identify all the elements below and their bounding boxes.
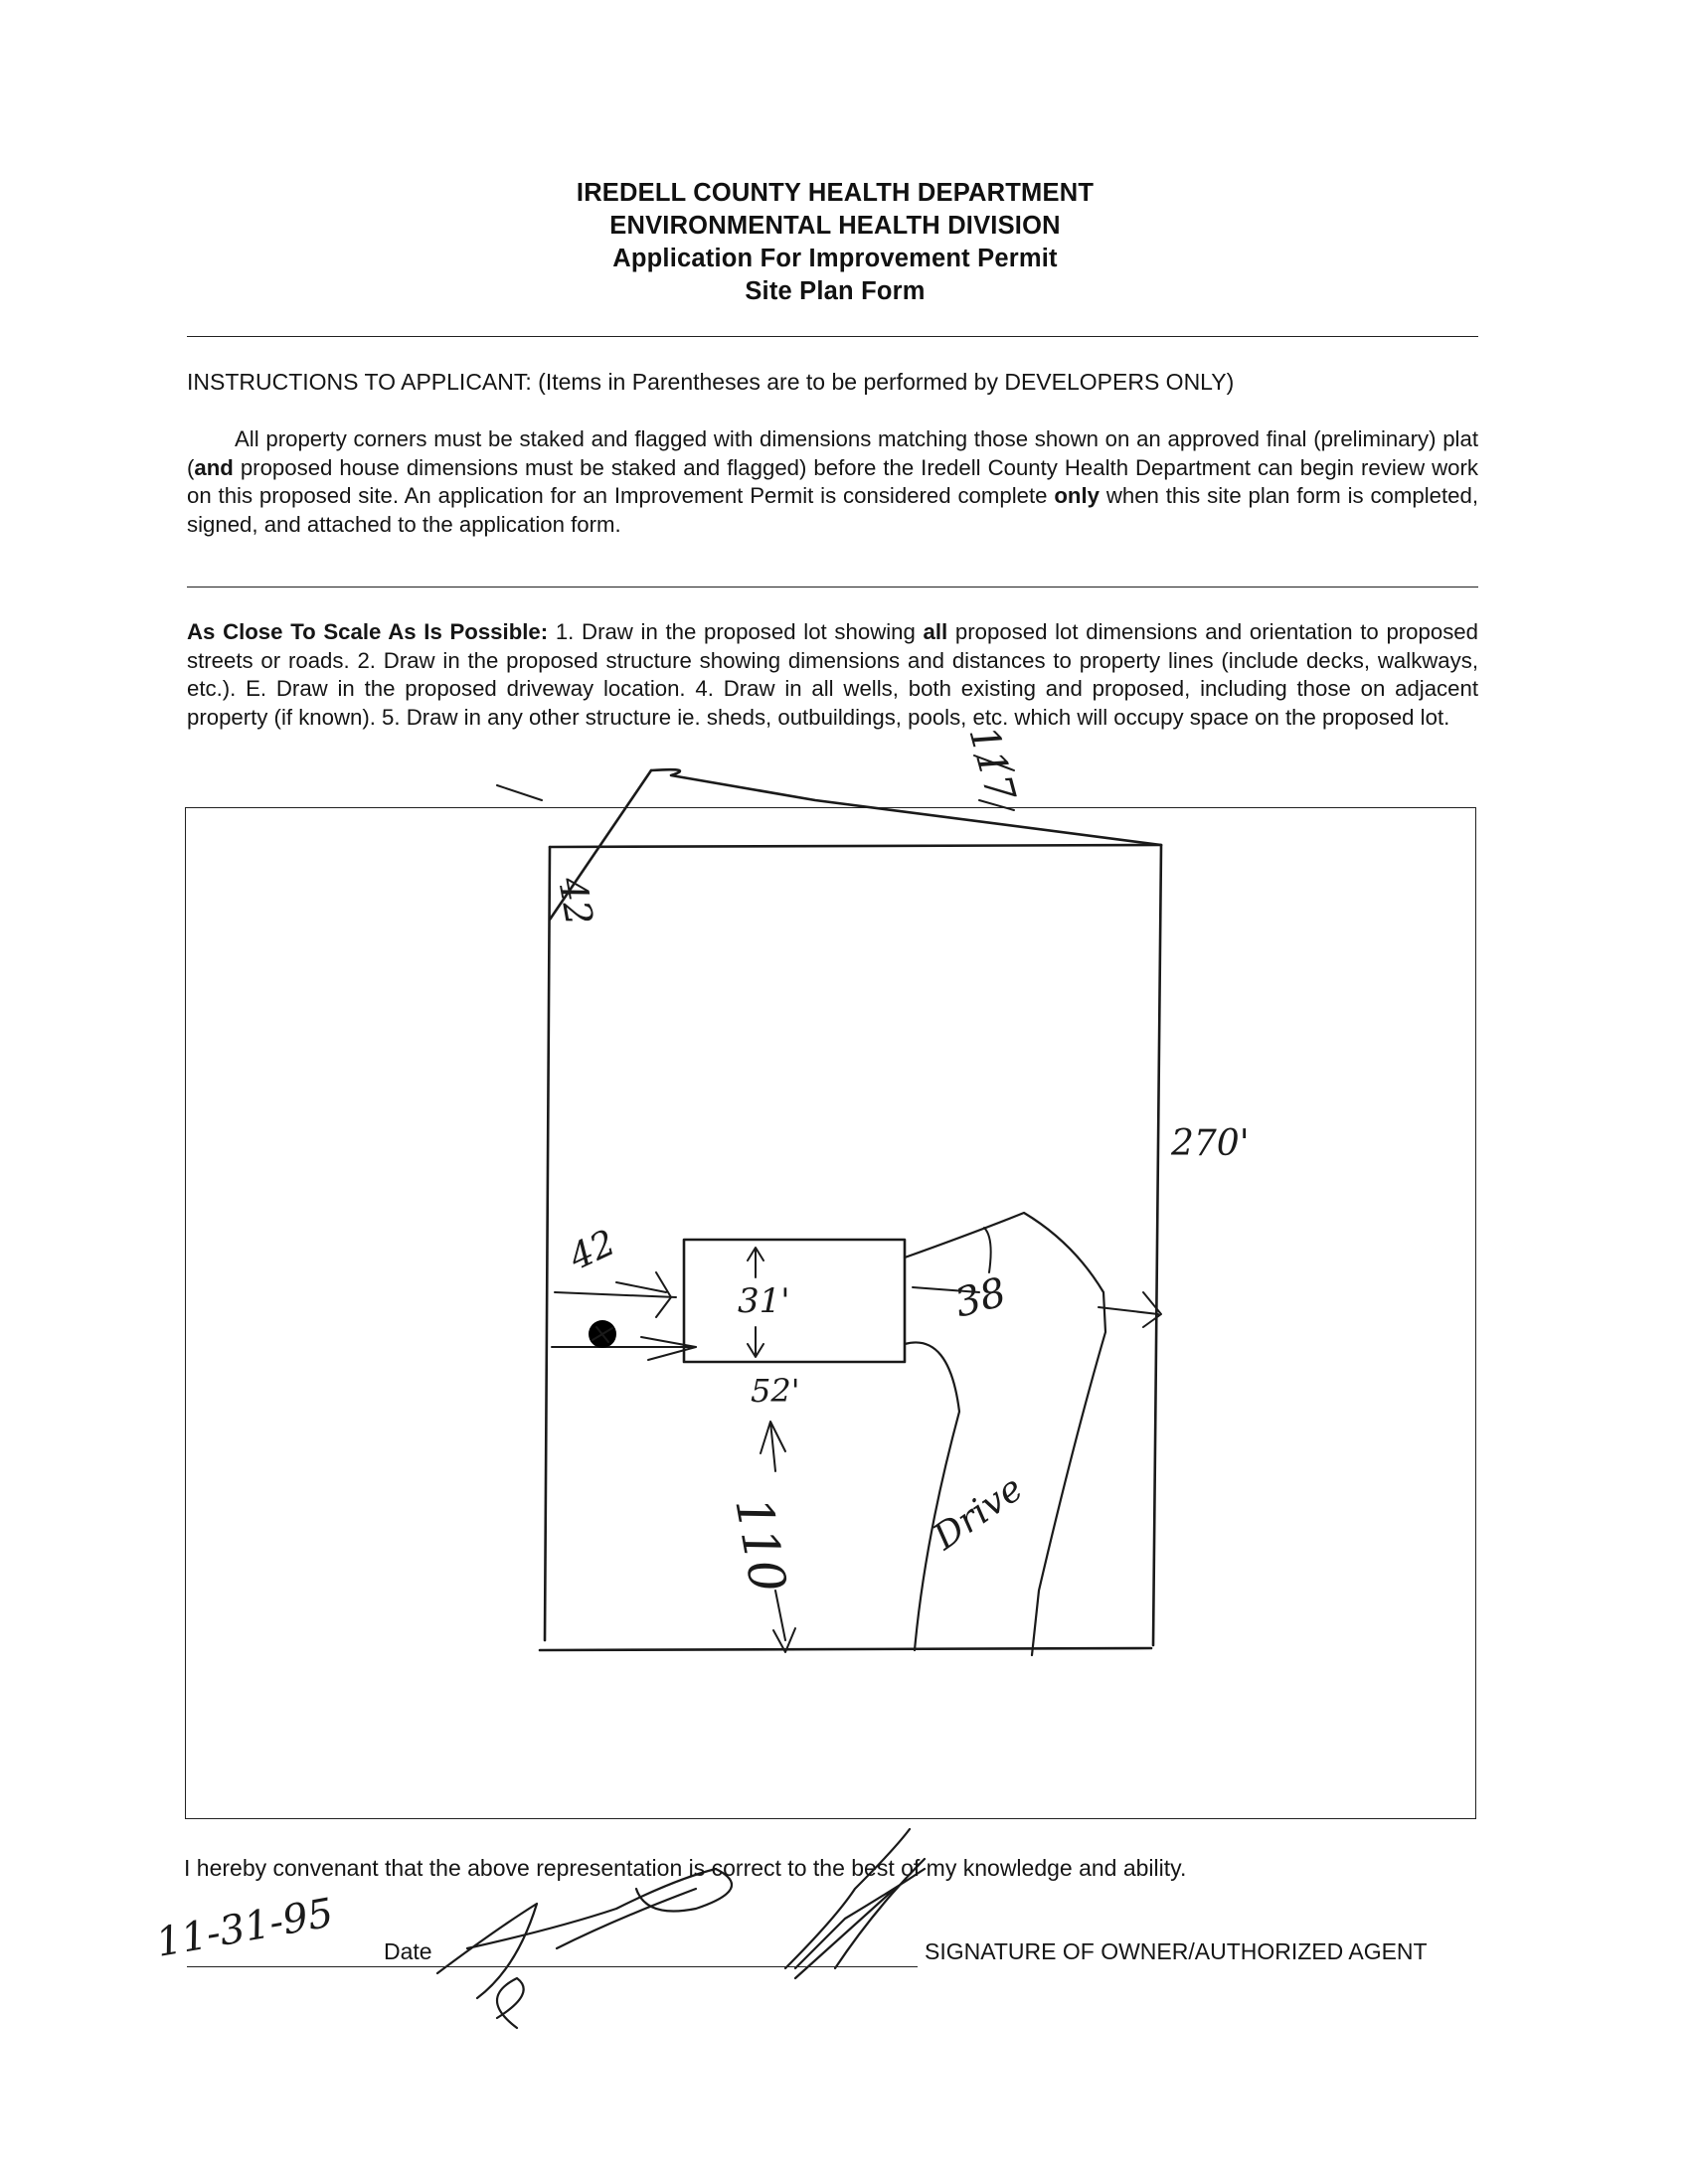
scale-text-2: proposed lot dimensions and orientation to proposed streets or roads. 2. Draw in the proposed structure showing dimensions and distances to property lines (include decks, walkways, etc.). E. Draw in the proposed driveway location. 4. Draw in all wells, both existing and proposed, including those on adjacent property (if known). 5. Draw in any other structure ie. sheds, outbuildings, pools, etc. which will occupy space on the proposed lot. <box>187 619 1478 730</box>
signature-label: SIGNATURE OF OWNER/AUTHORIZED AGENT <box>925 1938 1428 1964</box>
instructions-text-3: when this site plan form is completed, signed, and attached to the application form. <box>187 483 1478 537</box>
instructions-text-1: All property corners must be staked and flagged with dimensions matching those shown on an approved final (preliminary) plat ( <box>187 426 1478 480</box>
date-label: Date <box>384 1938 432 1964</box>
dim-front-setback-label: 110 <box>724 1493 797 1597</box>
scale-text-1: 1. Draw in the proposed lot showing <box>548 619 924 644</box>
instructions-bold-only: only <box>1054 483 1100 509</box>
dim-right-side-label: 270' <box>1171 1123 1250 1164</box>
form-subtitle: Application For Improvement Permit <box>612 245 1058 272</box>
dim-right-setback-label: 38 <box>949 1269 1011 1327</box>
instructions-text-2: proposed house dimensions must be staked and flagged) before the Iredell County Health Department can begin review work on this proposed site. An application for an Improvement Permit is considered complete <box>187 454 1478 509</box>
certification-statement: I hereby convenant that the above representation is correct to the best of my knowledge and ability. <box>184 1855 1187 1881</box>
division-name: ENVIRONMENTAL HEALTH DIVISION <box>609 212 1061 240</box>
signature-line-left <box>187 1966 918 1967</box>
instructions-bold-and: and <box>194 454 234 480</box>
driveway-lines <box>905 1213 1105 1655</box>
lot-outline <box>540 769 1161 1650</box>
agency-name: IREDELL COUNTY HEALTH DEPARTMENT <box>576 179 1095 207</box>
drive-label: Drive <box>926 1467 1031 1559</box>
scale-lead: As Close To Scale As Is Possible: <box>187 619 549 644</box>
dim-left-setback-label: 42 <box>563 1222 622 1279</box>
proposed-house-outline <box>684 1240 905 1362</box>
dim-house-depth-label: 31' <box>738 1281 790 1321</box>
form-title: Site Plan Form <box>745 277 926 305</box>
dim-house-width-label: 52' <box>751 1372 800 1410</box>
instructions-heading: INSTRUCTIONS TO APPLICANT: (Items in Parentheses are to be performed by DEVELOPERS ONLY) <box>187 369 1235 395</box>
sketch-annotations <box>550 722 1250 1596</box>
date-value: 11-31-95 <box>152 1890 337 1966</box>
dim-top-right-label: 117 <box>959 721 1024 807</box>
dim-top-left-label: 42 <box>550 873 601 929</box>
scale-bold-all: all <box>923 619 948 644</box>
